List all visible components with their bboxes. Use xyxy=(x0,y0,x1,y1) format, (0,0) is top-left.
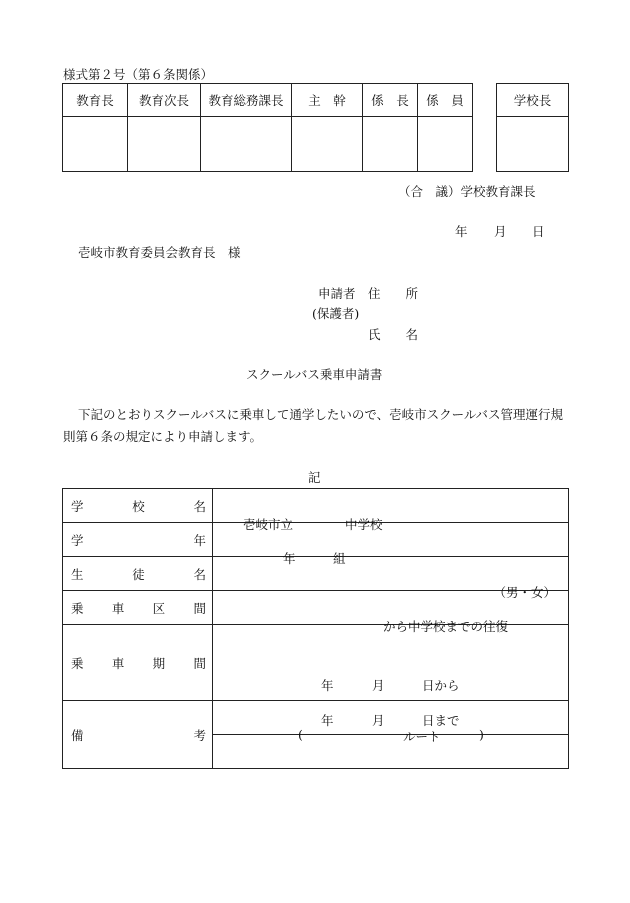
label-char: 乗 xyxy=(71,600,84,616)
approval-header: 教育総務課長 xyxy=(201,84,292,117)
label-char: 校 xyxy=(132,498,145,514)
grade-class-label: 組 xyxy=(333,550,346,566)
co-approval-label: （合 議）学校教育課長 xyxy=(398,184,536,199)
student-row xyxy=(63,557,569,591)
period-from-day: 日から xyxy=(422,677,460,693)
stamp-box[interactable] xyxy=(128,117,201,172)
student-name-field[interactable] xyxy=(213,557,569,600)
period-row xyxy=(63,625,569,701)
guardian-label: (保護者) xyxy=(312,306,360,321)
date-day-label: 日 xyxy=(532,224,545,239)
label-char: 間 xyxy=(193,600,206,616)
label-char: 考 xyxy=(193,727,206,743)
label-char: 学 xyxy=(71,498,84,514)
remarks-route-field[interactable] xyxy=(213,701,569,744)
school-label xyxy=(63,489,213,523)
form-number-label: 様式第２号（第６条関係） xyxy=(63,67,214,82)
period-field[interactable] xyxy=(213,625,569,728)
section-label xyxy=(63,591,213,625)
approval-gap xyxy=(473,84,497,172)
approval-header: 教育長 xyxy=(63,84,128,117)
date-year-label: 年 xyxy=(455,224,468,239)
approval-stamp-table xyxy=(62,83,569,172)
stamp-box[interactable] xyxy=(201,117,292,172)
grade-row xyxy=(63,523,569,557)
label-char: 間 xyxy=(193,655,206,671)
approval-header: 主 幹 xyxy=(292,84,363,117)
stamp-box[interactable] xyxy=(418,117,473,172)
date-month-label: 月 xyxy=(494,224,507,239)
remarks-extra-field[interactable] xyxy=(213,735,569,769)
ki-heading: 記 xyxy=(308,470,321,485)
label-char: 期 xyxy=(152,655,166,671)
gender-option: （男・女） xyxy=(493,584,556,600)
school-prefix: 壱岐市立 xyxy=(243,516,294,532)
label-char: 名 xyxy=(193,566,206,582)
route-close-paren: ) xyxy=(479,726,484,742)
period-from-year: 年 xyxy=(321,677,334,693)
addressee: 壱岐市教育委員会教育長 様 xyxy=(78,245,241,260)
school-field[interactable] xyxy=(213,489,569,532)
section-text: から中学校までの往復 xyxy=(383,618,509,634)
period-to-month: 月 xyxy=(372,712,385,728)
route-label: ルート xyxy=(403,728,441,744)
body-text-line-1: 下記のとおりスクールバスに乗車して通学したいので、壱岐市スクールバス管理運行規 xyxy=(78,407,564,422)
address-label: 住 所 xyxy=(368,286,419,301)
remarks-row xyxy=(63,701,569,735)
stamp-box[interactable] xyxy=(363,117,418,172)
approval-header: 学校長 xyxy=(497,84,569,117)
label-char: 徒 xyxy=(132,566,145,582)
label-char: 名 xyxy=(193,498,206,514)
label-char: 学 xyxy=(71,532,84,548)
label-char: 車 xyxy=(111,600,125,616)
approval-header: 教育次長 xyxy=(128,84,201,117)
approval-header: 係 長 xyxy=(363,84,418,117)
label-char: 区 xyxy=(152,600,166,616)
stamp-box[interactable] xyxy=(292,117,363,172)
route-open-paren: ( xyxy=(298,726,303,742)
grade-year-label: 年 xyxy=(283,550,296,566)
period-to-day: 日まで xyxy=(422,712,460,728)
application-form-table xyxy=(62,488,569,769)
label-char: 乗 xyxy=(71,655,84,671)
approval-header: 係 員 xyxy=(418,84,473,117)
grade-label xyxy=(63,523,213,557)
stamp-box[interactable] xyxy=(63,117,128,172)
label-char: 年 xyxy=(193,532,206,548)
period-from-month: 月 xyxy=(372,677,385,693)
applicant-label: 申請者 xyxy=(318,286,356,301)
document-title: スクールバス乗車申請書 xyxy=(246,367,383,382)
name-label: 氏 名 xyxy=(368,327,419,342)
stamp-box[interactable] xyxy=(497,117,569,172)
period-label xyxy=(63,625,213,701)
label-char: 生 xyxy=(71,566,84,582)
period-to-year: 年 xyxy=(321,712,334,728)
student-label xyxy=(63,557,213,591)
remarks-label xyxy=(63,701,213,769)
label-char: 備 xyxy=(71,727,84,743)
body-text-line-2: 則第６条の規定により申請します。 xyxy=(63,429,263,444)
school-row xyxy=(63,489,569,523)
school-suffix: 中学校 xyxy=(345,516,383,532)
label-char: 車 xyxy=(111,655,125,671)
